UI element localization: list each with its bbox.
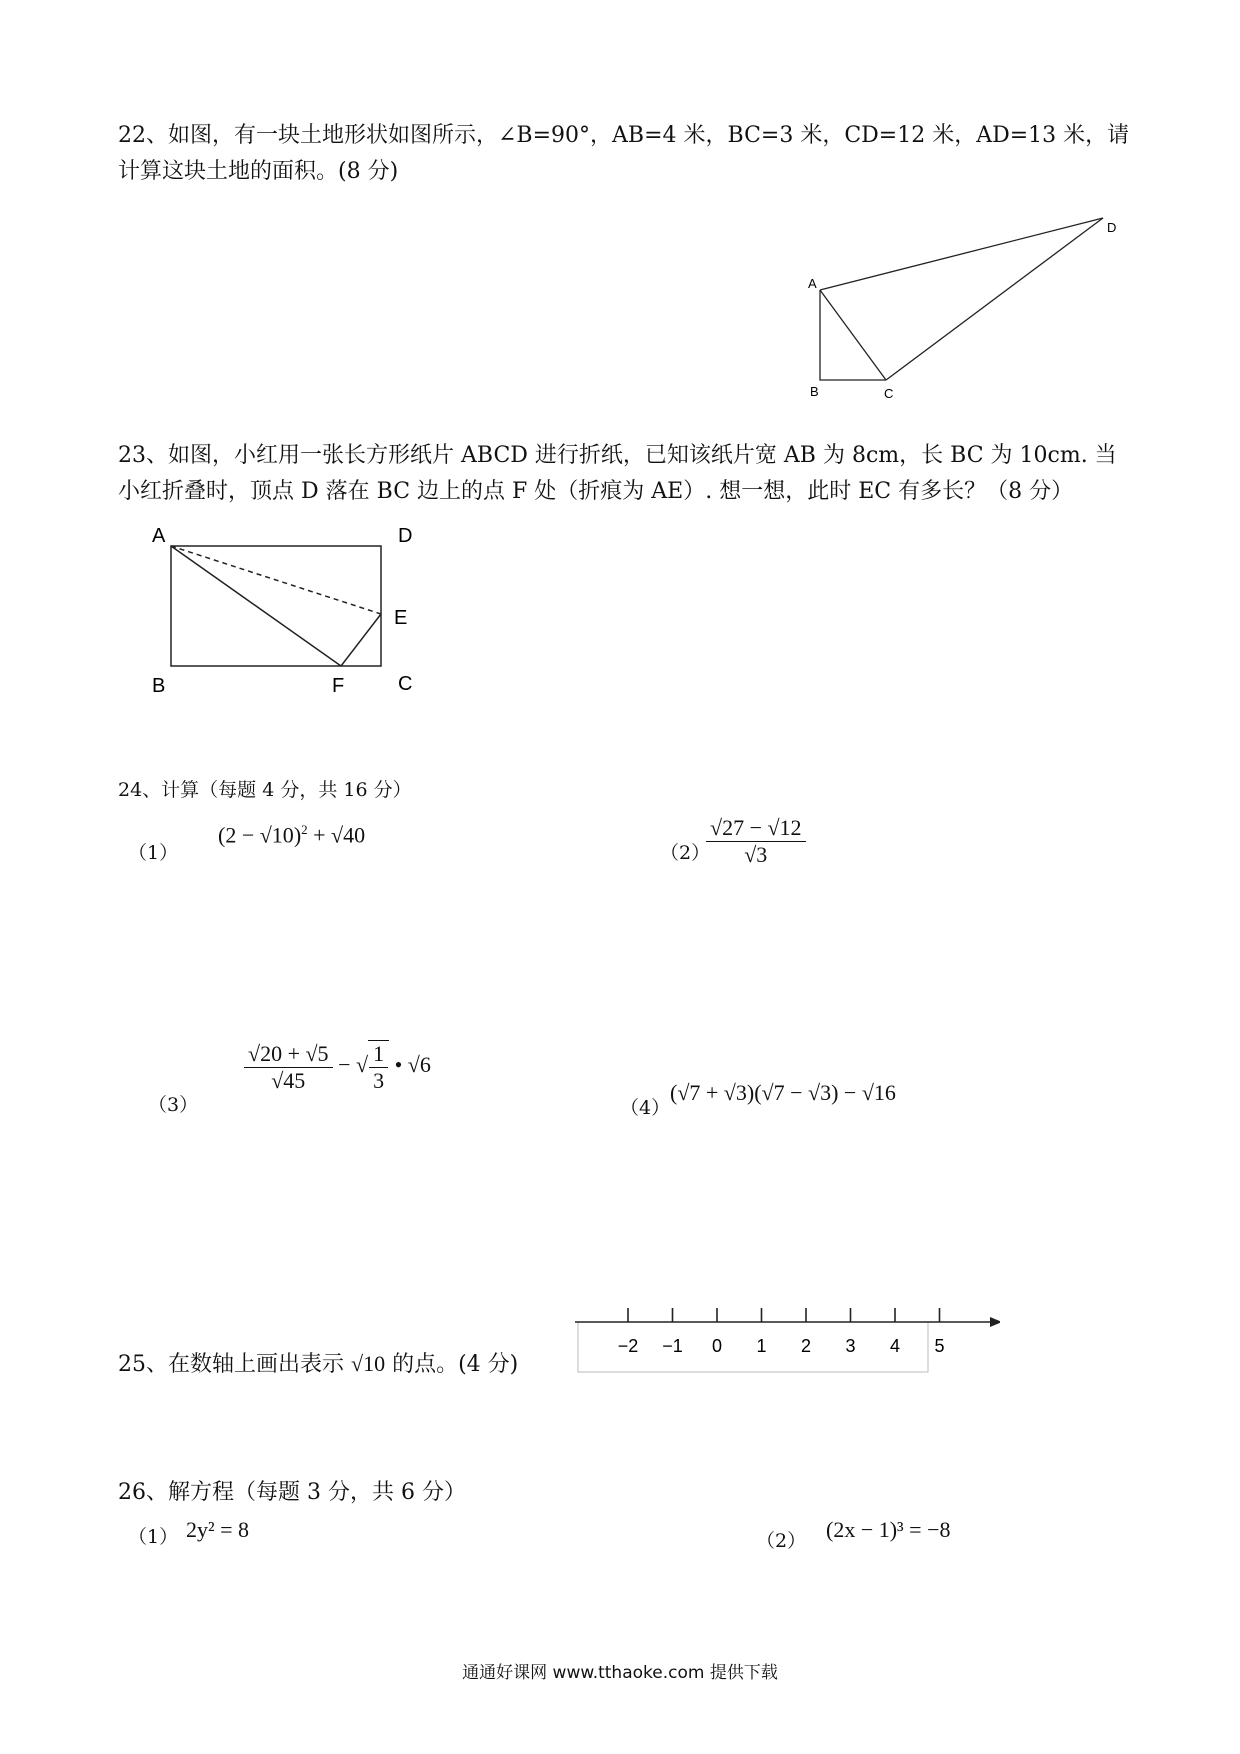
q24-expr2 — [706, 815, 806, 868]
q26-part2-label: （2） — [756, 1530, 807, 1552]
q24-expr3-minus: − — [338, 1052, 351, 1078]
q24-expr3-num: √20 + √5 — [244, 1041, 333, 1068]
q23-rectangle — [171, 546, 381, 666]
q22-label-A: A — [808, 276, 817, 291]
q23-line-FE — [341, 614, 381, 666]
q23-label-A: A — [152, 525, 166, 547]
q26-expr2: (2x − 1)³ = −8 — [826, 1517, 951, 1542]
q24-expr3-radicand — [368, 1040, 389, 1094]
q23-line-AF — [171, 546, 341, 666]
q24-expr3-tail: • √6 — [394, 1052, 431, 1078]
q24-expr1-base: 2 − √10 — [225, 822, 294, 848]
q23-line1: 23、如图，小红用一张长方形纸片 ABCD 进行折纸，已知该纸片宽 AB 为 8cm，长 BC 为 10cm. 当 — [118, 443, 1117, 468]
q22-text — [118, 118, 1138, 190]
number-line — [570, 1300, 1000, 1375]
q24-expr3-fraction — [244, 1041, 333, 1094]
q22-edge-AD — [820, 218, 1103, 290]
q23-label-B: B — [152, 675, 166, 697]
q24-expr3-den: √45 — [271, 1067, 306, 1093]
q24-part2-label: （2） — [660, 842, 711, 864]
q24-expr2-fraction — [706, 815, 806, 868]
q25-text-a: 25、在数轴上画出表示 — [118, 1352, 344, 1377]
q22-label-B: B — [810, 384, 819, 399]
q25-radical: √10 — [351, 1351, 386, 1376]
number-line-tick-label: −1 — [662, 1336, 683, 1356]
q24-expr3-fnum: 1 — [369, 1041, 388, 1068]
q24-expr4: (√7 + √3)(√7 − √3) − √16 — [670, 1080, 896, 1105]
q24-part3-label: （3） — [148, 1094, 199, 1116]
q24-expr1-tail: + √40 — [313, 822, 366, 848]
footer-text: 通通好课网 www.tthaoke.com 提供下载 — [462, 1663, 778, 1683]
q22-label-C: C — [884, 386, 894, 401]
number-line-tick-label: −2 — [617, 1336, 639, 1356]
number-line-ticks — [618, 1308, 945, 1356]
number-line-tick-label: 5 — [934, 1336, 945, 1356]
q24-expr3-fden: 3 — [373, 1068, 385, 1093]
q22-line1: 22、如图，有一块土地形状如图所示，∠B=90°，AB=4 米，BC=3 米，CD=12 米，AD=13 米，请 — [118, 123, 1130, 148]
q24-part4-label: （4） — [620, 1097, 671, 1119]
q26-part1-label: （1） — [128, 1526, 179, 1548]
number-line-tick-label: 1 — [756, 1336, 767, 1356]
q23-label-E: E — [394, 607, 408, 629]
q25-text-b: 的点。(4 分) — [392, 1352, 519, 1377]
number-line-tick-label: 0 — [711, 1336, 723, 1356]
q23-figure — [140, 520, 450, 705]
q22-edge-AC — [820, 290, 886, 380]
number-line-tick-label: 3 — [845, 1336, 856, 1356]
q22-label-D: D — [1107, 220, 1117, 235]
q23-line2: 小红折叠时，顶点 D 落在 BC 边上的点 F 处（折痕为 AE）. 想一想，此时 EC 有多长？（8 分） — [118, 479, 1074, 504]
number-line-tick-label: 4 — [889, 1336, 901, 1356]
q22-line2: 计算这块土地的面积。(8 分) — [118, 159, 399, 184]
q24-title: 24、计算（每题 4 分，共 16 分） — [118, 779, 412, 801]
q24-expr2-den: √3 — [744, 842, 768, 867]
number-line-arrow-icon — [990, 1317, 1000, 1327]
q23-label-D: D — [398, 525, 413, 547]
q24-expr3: $\frac{√20 + √5}{√45}$ − √ $\frac{1}{3}$ • √6 — [244, 1040, 431, 1094]
q23-text — [118, 438, 1158, 510]
q23-label-F: F — [332, 675, 345, 697]
q22-figure — [790, 200, 1120, 410]
q24-part1-label: （1） — [128, 842, 179, 864]
q24-expr1: $(2 - √10)^2 + √40$ — [218, 822, 366, 848]
number-line-tick-label: 2 — [800, 1336, 812, 1356]
q26-expr1: 2y² = 8 — [186, 1517, 250, 1542]
q25-text — [118, 1346, 518, 1383]
q24-expr1-exp: 2 — [301, 822, 308, 837]
q22-edge-CD — [886, 218, 1103, 380]
q26-title: 26、解方程（每题 3 分，共 6 分） — [118, 1480, 466, 1505]
q23-crease-AE — [171, 546, 381, 614]
q23-label-C: C — [398, 673, 413, 695]
q24-expr2-num: √27 − √12 — [706, 815, 806, 842]
